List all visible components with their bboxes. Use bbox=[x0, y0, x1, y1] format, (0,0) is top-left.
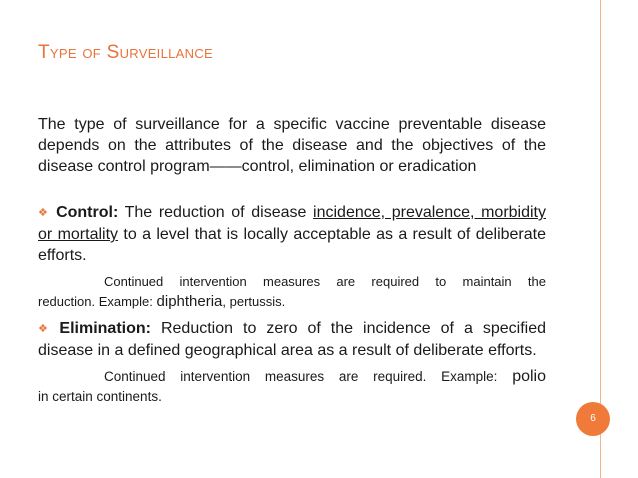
page-number-badge: 6 bbox=[576, 402, 610, 436]
elimination-note-line1 bbox=[38, 367, 546, 387]
bullet-icon: ❖ bbox=[38, 207, 51, 219]
intro-paragraph: The type of surveillance for a specific vaccine preventable disease depends on the attributes of the disease and the objectives of the disease control program——control, elimination or eradication bbox=[38, 116, 546, 175]
control-note-line1: Continued intervention measures are required to maintain the bbox=[104, 274, 546, 289]
elimination-note bbox=[38, 367, 546, 407]
control-underlined-text: incidence, prevalence, morbidity or mortality bbox=[38, 204, 546, 243]
control-example: diphtheria bbox=[156, 293, 223, 310]
control-note-line2: reduction. Example: bbox=[38, 294, 157, 309]
control-note bbox=[38, 272, 546, 312]
bullet-control bbox=[38, 202, 546, 266]
control-term: Control: bbox=[56, 204, 119, 221]
slide-body bbox=[38, 114, 546, 407]
bullet-icon: ❖ bbox=[38, 323, 54, 335]
bullet-elimination bbox=[38, 318, 546, 361]
elimination-example: polio bbox=[512, 368, 546, 385]
control-text-before: The reduction of disease bbox=[118, 204, 314, 221]
elimination-term: Elimination: bbox=[59, 320, 151, 337]
slide-title: Type of Surveillance bbox=[38, 42, 213, 63]
elimination-text: Reduction to zero of the incidence of a specified disease in a defined geographical area as a result of deliberate efforts. bbox=[38, 320, 546, 359]
elimination-note-line2: in certain continents. bbox=[38, 389, 162, 404]
control-example-rest: , pertussis. bbox=[222, 294, 286, 309]
elimination-note-text: Continued intervention measures are required. Example: bbox=[104, 369, 513, 384]
control-text-after: to a level that is locally acceptable as a result of deliberate efforts. bbox=[38, 226, 547, 264]
